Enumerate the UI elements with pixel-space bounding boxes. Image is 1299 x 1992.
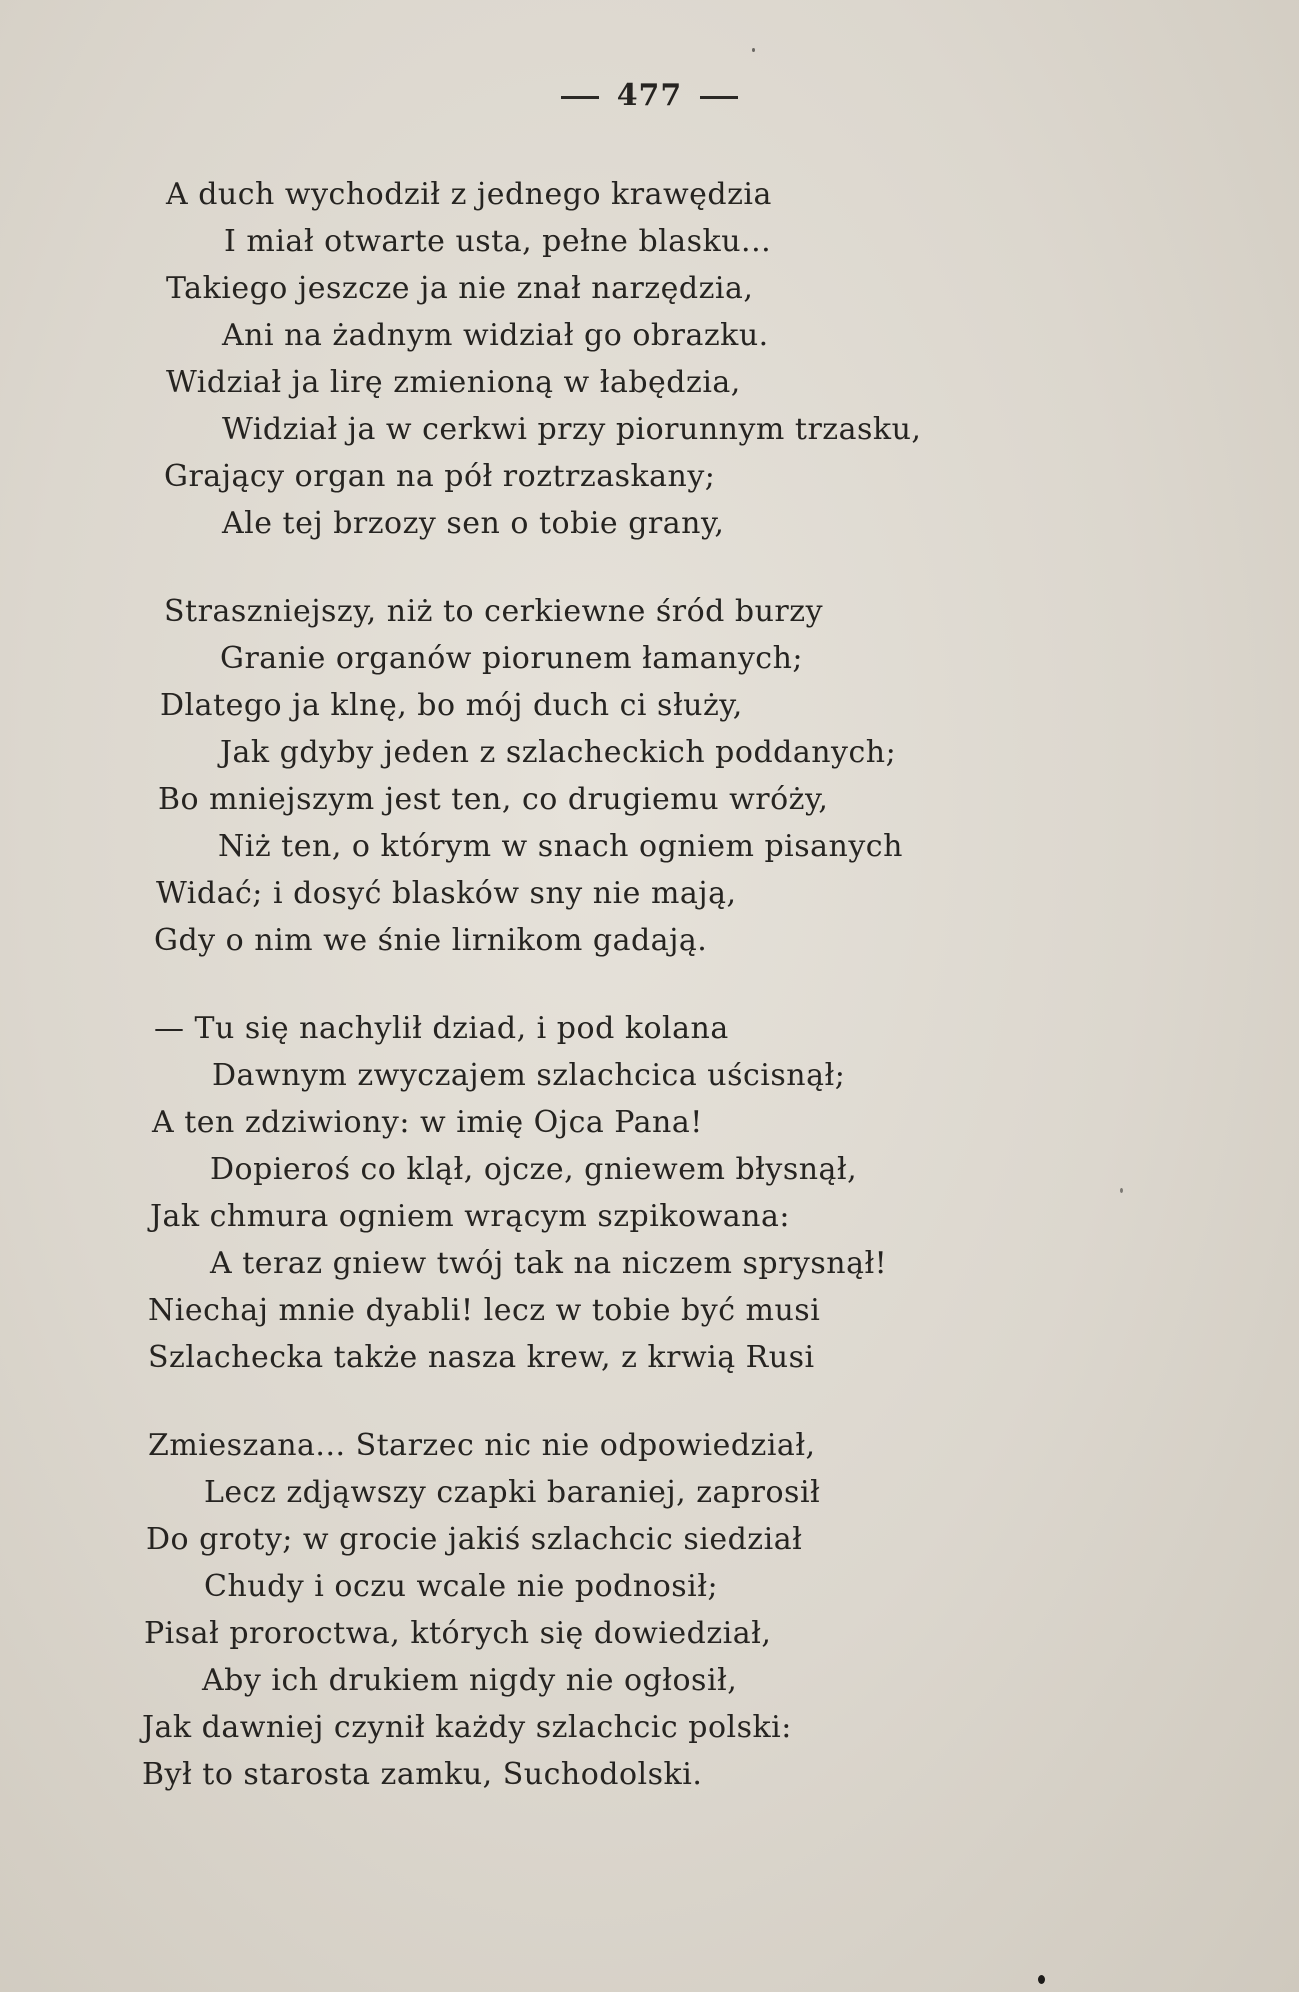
verse-line: Zmieszana... Starzec nic nie odpowiedział, — [148, 1428, 816, 1463]
verse-line: Jak dawniej czynił każdy szlachcic polski: — [142, 1710, 792, 1745]
paper-speck — [1038, 1975, 1045, 1984]
verse-line: Jak gdyby jeden z szlacheckich poddanych; — [220, 735, 897, 770]
verse-line: Bo mniejszym jest ten, co drugiemu wróży, — [158, 782, 829, 817]
page-number: 477 — [616, 78, 683, 113]
verse-line: Gdy o nim we śnie lirnikom gadają. — [154, 923, 708, 958]
verse-line: — Tu się nachylił dziad, i pod kolana — [154, 1011, 729, 1046]
verse-line: Widział ja w cerkwi przy piorunnym trzasku, — [222, 412, 922, 447]
paper-speck — [1120, 1188, 1123, 1193]
verse-line: I miał otwarte usta, pełne blasku... — [224, 224, 772, 259]
verse-line: Jak chmura ogniem wrącym szpikowana: — [150, 1199, 790, 1234]
verse-line: Ale tej brzozy sen o tobie grany, — [222, 506, 725, 541]
right-dash — [700, 96, 738, 99]
paper-speck — [752, 48, 755, 52]
verse-line: Niż ten, o którym w snach ogniem pisanych — [218, 829, 903, 864]
verse-line: Dlatego ja klnę, bo mój duch ci służy, — [160, 688, 743, 723]
verse-line: Był to starosta zamku, Suchodolski. — [142, 1757, 703, 1792]
verse-line: Szlachecka także nasza krew, z krwią Rusi — [148, 1340, 815, 1375]
left-dash — [561, 96, 599, 99]
verse-line: Straszniejszy, niż to cerkiewne śród burzy — [164, 594, 824, 629]
verse-line: Grający organ na pół roztrzaskany; — [164, 459, 716, 494]
verse-line: A duch wychodził z jednego krawędzia — [166, 177, 772, 212]
verse-line: Dawnym zwyczajem szlachcica uścisnął; — [212, 1058, 846, 1093]
verse-line: Do groty; w grocie jakiś szlachcic siedział — [146, 1522, 803, 1557]
page-number-header — [0, 78, 1299, 113]
verse-line: Takiego jeszcze ja nie znał narzędzia, — [166, 271, 754, 306]
verse-line: Lecz zdjąwszy czapki baraniej, zaprosił — [204, 1475, 821, 1510]
verse-line: Granie organów piorunem łamanych; — [220, 641, 804, 676]
verse-line: Aby ich drukiem nigdy nie ogłosił, — [202, 1663, 738, 1698]
verse-line: Chudy i oczu wcale nie podnosił; — [204, 1569, 719, 1604]
verse-line: Widać; i dosyć blasków sny nie mają, — [156, 876, 737, 911]
verse-line: Dopieroś co klął, ojcze, gniewem błysnął, — [210, 1152, 858, 1187]
verse-line: Pisał proroctwa, których się dowiedział, — [144, 1616, 772, 1651]
verse-line: Widział ja lirę zmienioną w łabędzia, — [166, 365, 741, 400]
verse-line: A teraz gniew twój tak na niczem sprysnął! — [210, 1246, 888, 1281]
verse-line: Niechaj mnie dyabli! lecz w tobie być musi — [148, 1293, 821, 1328]
verse-line: A ten zdziwiony: w imię Ojca Pana! — [152, 1105, 703, 1140]
verse-line: Ani na żadnym widział go obrazku. — [222, 318, 769, 353]
